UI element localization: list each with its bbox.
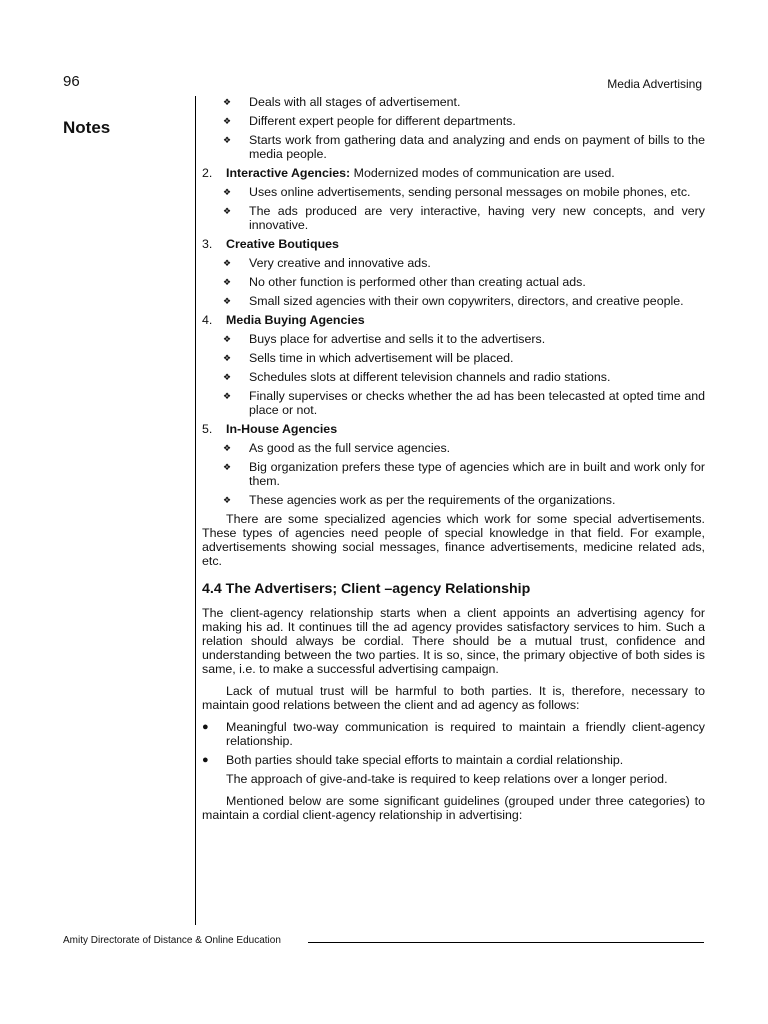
- item-title: In-House Agencies: [226, 422, 338, 436]
- list-item: ❖ Buys place for advertise and sells it to the advertisers.: [202, 332, 705, 346]
- paragraph: The client-agency relationship starts when a client appoints an advertising agency for making his ad. It continues till the ad agency provides satisfactory services to him. Such a relation should always be cordial. There should be a mutual trust, confidence and understanding between the two parties. It is so, since, the primary objective of both sides is same, i.e. to make a successful advertising campaign.: [202, 606, 705, 676]
- paragraph: Lack of mutual trust will be harmful to both parties. It is, therefore, necessary to maintain good relations between the client and ad agency as follows:: [202, 684, 705, 712]
- diamond-bullet-icon: ❖: [223, 353, 232, 363]
- paragraph: There are some specialized agencies which work for some special advertisements. These types of agencies need people of special knowledge in that field. For example, advertisements showing social messages, finance advertisements, medicine related ads, etc.: [202, 512, 705, 568]
- numbered-item: 3. Creative Boutiques: [202, 237, 339, 251]
- list-item: ❖ Sells time in which advertisement will be placed.: [202, 351, 705, 365]
- diamond-bullet-icon: ❖: [223, 187, 232, 197]
- list-item: ❖ These agencies work as per the requirements of the organizations.: [202, 493, 705, 507]
- diamond-bullet-icon: ❖: [223, 135, 232, 145]
- footer-rule: [308, 942, 704, 943]
- numbered-item: 5. In-House Agencies: [202, 422, 338, 436]
- diamond-bullet-icon: ❖: [223, 206, 232, 216]
- notes-title: Notes: [63, 118, 111, 137]
- diamond-bullet-icon: ❖: [223, 334, 232, 344]
- diamond-bullet-icon: ❖: [223, 97, 232, 107]
- list-item: ❖ Very creative and innovative ads.: [202, 256, 705, 270]
- paragraph: The approach of give-and-take is required to keep relations over a longer period.: [226, 772, 668, 786]
- list-item: ❖ Uses online advertisements, sending personal messages on mobile phones, etc.: [202, 185, 705, 199]
- list-item: ❖ Finally supervises or checks whether the ad has been telecasted at opted time and place or not.: [202, 389, 705, 417]
- item-title: Creative Boutiques: [226, 237, 339, 251]
- list-item: ❖ No other function is performed other than creating actual ads.: [202, 275, 705, 289]
- list-item: ❖ As good as the full service agencies.: [202, 441, 705, 455]
- list-item: ❖ Deals with all stages of advertisement.: [202, 95, 705, 109]
- list-item: ❖ Starts work from gathering data and analyzing and ends on payment of bills to the media people.: [202, 133, 705, 161]
- dot-bullet-icon: ●: [202, 754, 209, 766]
- list-item: ● Both parties should take special efforts to maintain a cordial relationship.: [202, 753, 624, 767]
- page-number: 96: [63, 73, 80, 90]
- main-content: [202, 95, 705, 830]
- diamond-bullet-icon: ❖: [223, 116, 232, 126]
- list-item: ❖ The ads produced are very interactive, having very new concepts, and very innovative.: [202, 204, 705, 232]
- paragraph: Mentioned below are some significant guidelines (grouped under three categories) to maintain a cordial client-agency relationship in advertising:: [202, 794, 705, 822]
- running-head: Media Advertising: [607, 77, 702, 91]
- diamond-bullet-icon: ❖: [223, 391, 232, 401]
- list-item: ❖ Different expert people for different departments.: [202, 114, 705, 128]
- diamond-bullet-icon: ❖: [223, 443, 232, 453]
- diamond-bullet-icon: ❖: [223, 296, 232, 306]
- dot-bullet-icon: ●: [202, 721, 209, 733]
- diamond-bullet-icon: ❖: [223, 462, 232, 472]
- list-item: ❖ Big organization prefers these type of agencies which are in built and work only for them.: [202, 460, 705, 488]
- numbered-item: 2. Interactive Agencies: Modernized modes of communication are used.: [202, 166, 615, 180]
- diamond-bullet-icon: ❖: [223, 372, 232, 382]
- margin-divider: [195, 96, 196, 925]
- diamond-bullet-icon: ❖: [223, 495, 232, 505]
- list-item: ❖ Schedules slots at different television channels and radio stations.: [202, 370, 705, 384]
- list-item: ● Meaningful two-way communication is required to maintain a friendly client-agency relationship.: [202, 720, 705, 748]
- section-heading: 4.4 The Advertisers; Client –agency Relationship: [202, 581, 531, 597]
- diamond-bullet-icon: ❖: [223, 258, 232, 268]
- item-title: Interactive Agencies:: [226, 166, 351, 180]
- list-item: ❖ Small sized agencies with their own copywriters, directors, and creative people.: [202, 294, 705, 308]
- footer-text: Amity Directorate of Distance & Online Education: [63, 935, 281, 946]
- diamond-bullet-icon: ❖: [223, 277, 232, 287]
- item-title: Media Buying Agencies: [226, 313, 365, 327]
- numbered-item: 4. Media Buying Agencies: [202, 313, 365, 327]
